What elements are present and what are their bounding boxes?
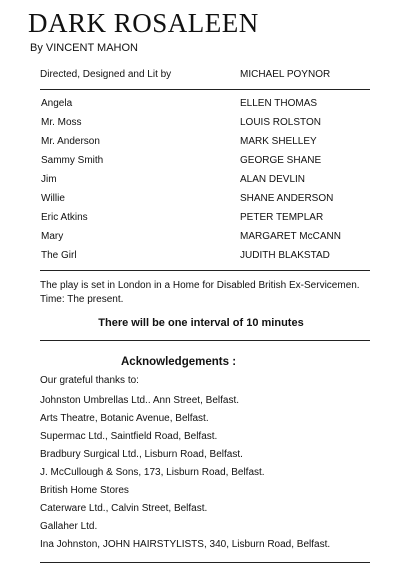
acknowledgements-heading: Acknowledgements : (121, 356, 237, 368)
cast-role: Sammy Smith (41, 155, 104, 166)
cast-actor: PETER TEMPLAR (240, 212, 324, 223)
list-item: Ina Johnston, JOHN HAIRSTYLISTS, 340, Lisburn Road, Belfast. (40, 539, 331, 550)
cast-actor: ALAN DEVLIN (240, 174, 306, 185)
cast-actor: JUDITH BLAKSTAD (240, 250, 330, 261)
cast-actor: MARK SHELLEY (240, 136, 317, 147)
cast-role: Mr. Anderson (41, 136, 100, 147)
cast-role: The Girl (41, 250, 77, 261)
divider (40, 89, 370, 90)
list-item: Gallaher Ltd. (40, 521, 98, 532)
list-item: Bradbury Surgical Ltd., Lisburn Road, Belfast. (40, 449, 243, 460)
divider (40, 340, 370, 341)
divider (40, 270, 370, 271)
cast-role: Mary (41, 231, 64, 242)
cast-actor: MARGARET McCANN (240, 231, 341, 242)
cast-actor: SHANE ANDERSON (240, 193, 334, 204)
list-item: Johnston Umbrellas Ltd.. Ann Street, Belfast. (40, 395, 239, 406)
play-title: DARK ROSALEEN (28, 8, 259, 38)
divider (40, 562, 370, 563)
list-item: British Home Stores (40, 485, 129, 496)
cast-role: Jim (41, 174, 57, 185)
cast-role: Willie (41, 193, 65, 204)
time-text: Time: The present. (40, 294, 124, 305)
setting-text: The play is set in London in a Home for Disabled British Ex-Servicemen. (40, 280, 360, 291)
cast-actor: LOUIS ROLSTON (240, 117, 321, 128)
list-item: J. McCullough & Sons, 173, Lisburn Road, Belfast. (40, 467, 265, 478)
cast-role: Mr. Moss (41, 117, 82, 128)
cast-actor: ELLEN THOMAS (240, 98, 318, 109)
cast-role: Eric Atkins (41, 212, 88, 223)
cast-actor: GEORGE SHANE (240, 155, 322, 166)
credit-name: MICHAEL POYNOR (240, 69, 331, 80)
credit-label: Directed, Designed and Lit by (40, 69, 172, 80)
cast-role: Angela (41, 98, 73, 109)
list-item: Caterware Ltd., Calvin Street, Belfast. (40, 503, 208, 514)
author-line: By VINCENT MAHON (30, 42, 138, 54)
interval-notice: There will be one interval of 10 minutes (98, 317, 304, 329)
list-item: Supermac Ltd., Saintfield Road, Belfast. (40, 431, 218, 442)
thanks-intro: Our grateful thanks to: (40, 375, 139, 386)
list-item: Arts Theatre, Botanic Avenue, Belfast. (40, 413, 209, 424)
